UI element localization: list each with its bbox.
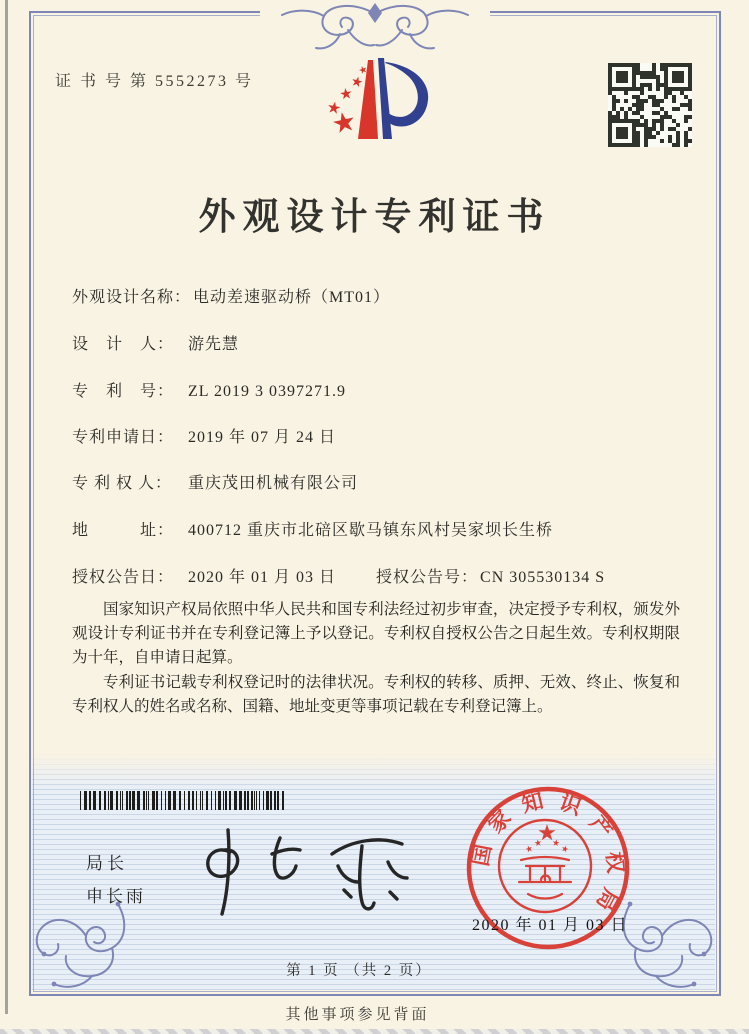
seal-char: 家 <box>483 805 516 838</box>
seal-char: 识 <box>556 789 585 820</box>
director-signature <box>192 824 432 920</box>
seal-char: 权 <box>601 850 628 875</box>
logo-blue-bar <box>378 58 392 139</box>
field-address <box>72 517 712 540</box>
field-label: 专 利 权 人： <box>72 475 173 492</box>
qr-code <box>608 63 692 147</box>
legal-paragraph-2: 专利证书记载专利权登记时的法律状况。专利权的转移、质押、无效、终止、恢复和专利权人的姓名或名称、国籍、地址变更等事项记载在专利登记簿上。 <box>72 674 680 716</box>
director-title: 局长 <box>86 854 128 873</box>
seal-national-emblem <box>499 820 591 912</box>
legal-text <box>72 598 680 721</box>
legal-paragraph-1: 国家知识产权局依照中华人民共和国专利法经过初步审查，决定授予专利权，颁发外观设计专利证书并在专利登记簿上予以登记。专利权自授权公告之日起生效。专利权期限为十年，自申请日起算。 <box>72 601 680 666</box>
field-designer <box>72 331 712 354</box>
seal-char: 产 <box>584 811 618 843</box>
field-label: 专 利 号： <box>72 383 175 400</box>
logo-p-bowl <box>385 62 428 127</box>
field-patent-number <box>72 378 712 401</box>
certificate-number: 证 书 号 第 5552273 号 <box>55 73 254 90</box>
field-design-name <box>72 284 712 307</box>
field-value: 电动差速驱动桥（MT01） <box>193 289 391 306</box>
field-label: 授权公告号： <box>376 569 479 586</box>
certificate-title: 外观设计专利证书 <box>198 197 551 238</box>
field-filing-date <box>72 424 712 447</box>
seal-char: 知 <box>519 788 546 817</box>
field-label: 专利申请日： <box>72 429 175 446</box>
seal-char: 局 <box>591 884 623 915</box>
seal-char: 国 <box>468 842 497 869</box>
director-name: 申长雨 <box>86 887 146 906</box>
field-value: 2019 年 07 月 24 日 <box>188 429 337 446</box>
back-side-note: 其他事项参见背面 <box>285 1007 430 1023</box>
field-value: 游先慧 <box>188 336 240 353</box>
field-value: 重庆茂田机械有限公司 <box>188 475 359 492</box>
field-grant-row <box>72 564 712 587</box>
field-label: 地 址： <box>72 522 175 539</box>
official-seal <box>452 772 647 967</box>
field-label: 授权公告日： <box>72 569 175 586</box>
seal-ring-text <box>468 788 628 915</box>
seal-date: 2020 年 01 月 03 日 <box>472 917 629 934</box>
barcode <box>80 791 286 811</box>
cnipa-logo <box>300 42 440 160</box>
field-value: 2020 年 01 月 03 日 <box>188 569 337 586</box>
field-value: ZL 2019 3 0397271.9 <box>188 383 346 400</box>
field-label: 设 计 人： <box>72 336 175 353</box>
field-patentee <box>72 470 712 493</box>
page-number: 第 1 页 （共 2 页） <box>286 963 432 979</box>
scan-edge-zigzag <box>0 1029 749 1034</box>
logo-red-wedge <box>358 60 378 139</box>
field-label: 外观设计名称： <box>72 289 192 306</box>
field-grant-number <box>376 564 605 587</box>
field-value: CN 305530134 S <box>480 569 606 586</box>
scan-edge-shadow <box>5 0 8 1014</box>
field-value: 400712 重庆市北碚区歇马镇东风村吴家坝长生桥 <box>188 522 554 539</box>
